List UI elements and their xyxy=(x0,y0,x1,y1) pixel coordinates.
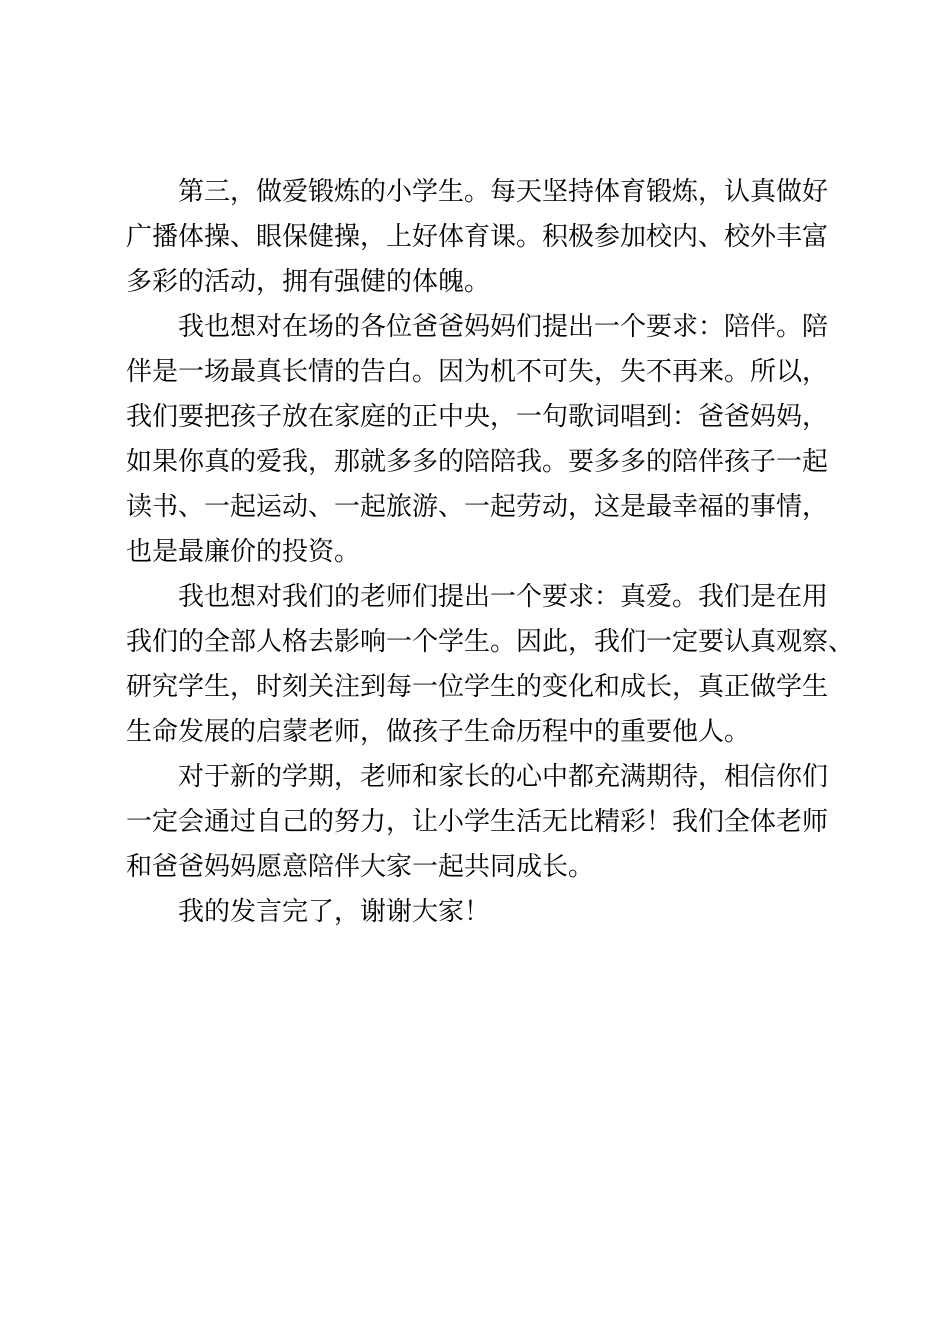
paragraph-line: 读书、一起运动、一起旅游、一起劳动，这是最幸福的事情， xyxy=(126,492,829,522)
paragraph-parents xyxy=(126,305,846,575)
paragraph-teachers xyxy=(126,575,855,755)
paragraph-closing xyxy=(126,890,846,935)
paragraph-line: 一定会通过自己的努力，让小学生活无比精彩！我们全体老师 xyxy=(126,807,829,837)
paragraph-line: 广播体操、眼保健操，上好体育课。积极参加校内、校外丰富 xyxy=(126,222,829,252)
paragraph-line: 我也想对在场的各位爸爸妈妈们提出一个要求：陪伴。陪 xyxy=(178,312,829,342)
paragraph-line: 多彩的活动，拥有强健的体魄。 xyxy=(126,267,491,297)
paragraph-line: 我们的全部人格去影响一个学生。因此，我们一定要认真观察、 xyxy=(126,627,855,657)
paragraph-line: 我也想对我们的老师们提出一个要求：真爱。我们是在用 xyxy=(178,582,829,612)
paragraph-line: 我的发言完了，谢谢大家！ xyxy=(178,897,491,927)
paragraph-line: 研究学生，时刻关注到每一位学生的变化和成长，真正做学生 xyxy=(126,672,829,702)
paragraph-line: 我们要把孩子放在家庭的正中央，一句歌词唱到：爸爸妈妈， xyxy=(126,402,829,432)
paragraph-line: 和爸爸妈妈愿意陪伴大家一起共同成长。 xyxy=(126,852,595,882)
paragraph-line: 如果你真的爱我，那就多多的陪陪我。要多多的陪伴孩子一起 xyxy=(126,447,829,477)
paragraph-line: 对于新的学期，老师和家长的心中都充满期待，相信你们 xyxy=(178,762,829,792)
paragraph-line: 第三，做爱锻炼的小学生。每天坚持体育锻炼，认真做好 xyxy=(178,177,829,207)
document-body xyxy=(126,170,855,935)
paragraph-new-semester xyxy=(126,755,846,890)
paragraph-line: 伴是一场最真长情的告白。因为机不可失，失不再来。所以， xyxy=(126,357,829,387)
paragraph-line: 也是最廉价的投资。 xyxy=(126,537,361,567)
paragraph-line: 生命发展的启蒙老师，做孩子生命历程中的重要他人。 xyxy=(126,717,751,747)
paragraph-exercise xyxy=(126,170,846,305)
